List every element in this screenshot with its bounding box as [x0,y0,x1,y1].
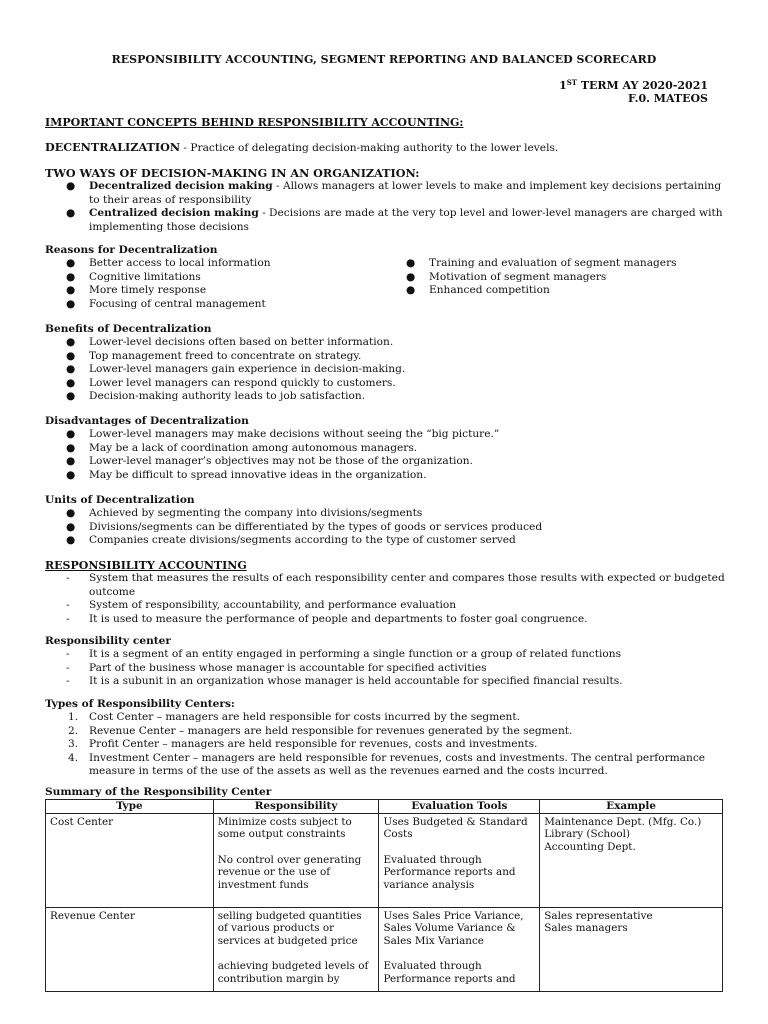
cell-evaluation-tools: Uses Sales Price Variance, Sales Volume Variance & Sales Mix Variance Evaluated through Performance reports and [379,908,540,992]
summary-table [45,799,723,992]
list-item: 3. Profit Center – managers are held responsible for revenues, costs and investments. [68,738,538,751]
column-header-responsibility: Responsibility [213,800,379,814]
table-header-row [46,800,723,814]
list-item: ● Enhanced competition [406,284,550,297]
list-item: ● May be difficult to spread innovative ideas in the organization. [66,468,427,481]
term-info [559,79,708,105]
units-heading: Units of Decentralization [45,494,195,506]
list-item: ● Better access to local information [66,257,271,270]
reasons-heading: Reasons for Decentralization [45,244,218,256]
column-header-example: Example [540,800,723,814]
list-item: 2. Revenue Center – managers are held responsible for revenues generated by the segment. [68,724,573,737]
list-item: ● Lower-level managers gain experience in decision-making. [66,363,406,376]
author-line: F.0. MATEOS [627,92,708,105]
list-item: ● Centralized decision making - Decisions are made at the very top level and lower-level managers are charged with implementing those decisions [66,207,723,233]
list-item: - System of responsibility, accountability, and performance evaluation [66,599,457,612]
list-item: ● More timely response [66,284,207,297]
list-item: ● Motivation of segment managers [406,270,607,283]
benefits-heading: Benefits of Decentralization [45,323,212,335]
responsibility-center-heading: Responsibility center [45,635,171,647]
decentralization-definition [45,141,725,155]
disadvantages-heading: Disadvantages of Decentralization [45,415,249,427]
benefits-section [45,323,725,403]
list-item: ● Achieved by segmenting the company into divisions/segments [66,507,423,520]
concepts-heading [45,116,725,130]
list-item: - It is a subunit in an organization whose manager is held accountable for specified financial results. [66,675,623,688]
responsibility-accounting-heading: RESPONSIBILITY ACCOUNTING [45,559,247,572]
term-suffix: TERM AY 2020-2021 [576,79,708,92]
concepts-heading-text: IMPORTANT CONCEPTS BEHIND RESPONSIBILITY ACCOUNTING: [45,116,464,129]
responsibility-center-section [45,635,725,689]
cell-responsibility: selling budgeted quantities of various products or services at budgeted price achieving budgeted levels of contribution margin by [213,908,379,992]
list-item: - Part of the business whose manager is accountable for specified activities [66,661,487,674]
table-row [46,814,723,908]
list-item: ● Decision-making authority leads to job satisfaction. [66,390,366,403]
cell-type: Revenue Center [46,908,214,992]
cell-example: Maintenance Dept. (Mfg. Co.) Library (School) Accounting Dept. [540,814,723,908]
cell-evaluation-tools: Uses Budgeted & Standard Costs Evaluated through Performance reports and variance analysis [379,814,540,908]
two-ways-heading: TWO WAYS OF DECISION-MAKING IN AN ORGANIZATION: [45,166,420,180]
list-item: ● Training and evaluation of segment managers [406,257,677,270]
summary-heading-text: Summary of the Responsibility Center [45,786,272,798]
document-title: RESPONSIBILITY ACCOUNTING, SEGMENT REPORTING AND BALANCED SCORECARD [111,53,657,66]
list-item: ● Companies create divisions/segments according to the type of customer served [66,534,516,547]
term-prefix: 1 [559,79,567,92]
list-item: ● Focusing of central management [66,297,266,310]
list-item: ● Lower-level managers may make decisions without seeing the “big picture.” [66,428,500,441]
decentralization-text: - Practice of delegating decision-making authority to the lower levels. [180,142,559,154]
summary-heading [45,786,725,799]
cell-example: Sales representative Sales managers [540,908,723,992]
list-item: ● Cognitive limitations [66,270,201,283]
responsibility-accounting-section [45,559,725,626]
list-item: ● May be a lack of coordination among autonomous managers. [66,441,418,454]
two-ways-section [45,167,725,234]
list-item: ● Lower-level decisions often based on better information. [66,336,394,349]
reasons-section [45,244,725,311]
cell-responsibility: Minimize costs subject to some output constraints No control over generating revenue or the use of investment funds [213,814,379,908]
list-item: 1. Cost Center – managers are held responsible for costs incurred by the segment. [68,711,520,724]
column-header-type: Type [46,800,214,814]
column-header-evaluation-tools: Evaluation Tools [379,800,540,814]
decentralization-term: DECENTRALIZATION [45,140,181,154]
list-item: - System that measures the results of each responsibility center and compares those results with expected or budgeted outcome [66,572,725,598]
table-row [46,908,723,992]
list-item: ● Lower level managers can respond quickly to customers. [66,376,396,389]
list-item: - It is used to measure the performance of people and departments to foster goal congruence. [66,612,588,625]
list-item: ● Lower-level manager’s objectives may not be those of the organization. [66,455,473,468]
list-item: ● Divisions/segments can be differentiated by the types of goods or services produced [66,520,543,533]
list-item: ● Decentralized decision making - Allows managers at lower levels to make and implement key decisions pertaining to their areas of responsibility [66,180,722,206]
list-item: ● Top management freed to concentrate on strategy. [66,349,362,362]
types-heading: Types of Responsibility Centers: [45,698,235,710]
list-item: 4. Investment Center – managers are held responsible for revenues, costs and investments. The central performance measure in terms of the use of the assets as well as the revenues earned and the costs incurred. [68,751,706,778]
types-section [45,698,725,778]
term-line [559,79,708,92]
list-item: - It is a segment of an entity engaged in performing a single function or a group of related functions [66,648,622,661]
cell-type: Cost Center [46,814,214,908]
units-section [45,494,725,548]
disadvantages-section [45,415,725,482]
term-superscript: ST [566,78,577,87]
